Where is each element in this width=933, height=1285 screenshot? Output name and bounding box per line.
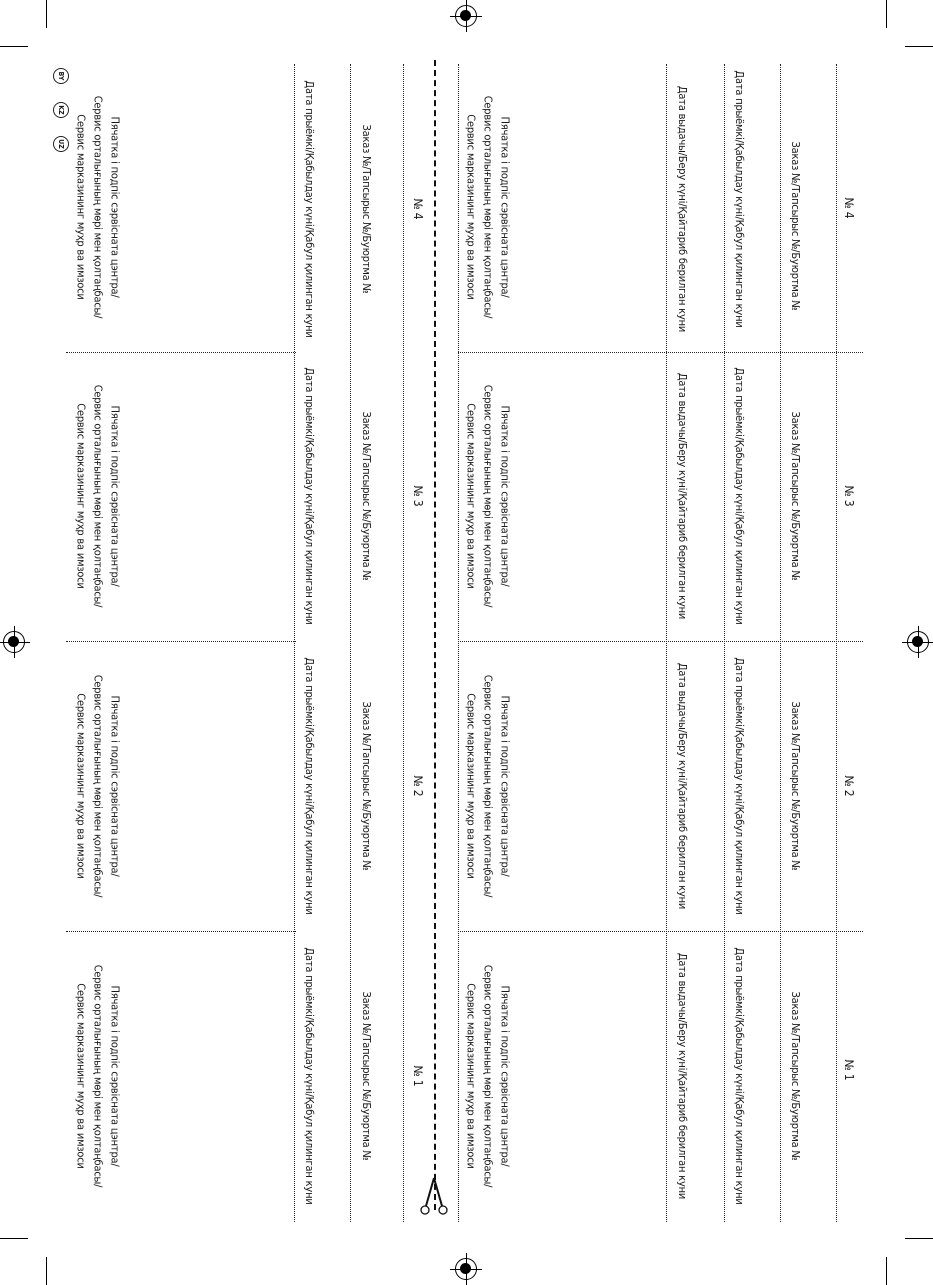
- field-line: [666, 64, 667, 1222]
- coupon-separator: [66, 931, 296, 932]
- field-line: [350, 64, 351, 1222]
- crop-mark: [46, 1257, 47, 1285]
- stamp-label: Пячатка і подпіс сэрвісната цэнтра/ Сервис орталығының мөрі мен қолтаңбасы/ Сервис марказининг муҳр ва имзоси: [464, 674, 512, 898]
- order-label: Заказ №/Тапсырыс №/Буюртма №: [789, 141, 802, 311]
- field-line: [294, 64, 295, 1222]
- coupon-separator: [458, 931, 863, 932]
- cut-line: [434, 60, 436, 1210]
- order-label: Заказ №/Тапсырыс №/Буюртма №: [360, 124, 373, 294]
- coupon-number: № 3: [842, 485, 856, 507]
- coupon-number: № 2: [842, 775, 856, 797]
- crop-mark: [0, 46, 28, 47]
- crop-mark: [905, 46, 933, 47]
- stamp-label: Пячатка і подпіс сэрвісната цэнтра/ Сервис орталығының мөрі мен қолтаңбасы/ Сервис марказининг муҳр ва имзоси: [464, 384, 512, 608]
- field-line: [780, 64, 781, 1222]
- field-line: [836, 64, 837, 1222]
- receipt-date-label: Дата прыёмкі/Қабылдау күні/Қабул қилинган куни: [733, 367, 746, 625]
- stamp-label: Пячатка і подпіс сэрвісната цэнтра/ Сервис орталығының мөрі мен қолтаңбасы/ Сервис марказининг муҳр ва имзоси: [74, 964, 122, 1188]
- stamp-label: Пячатка і подпіс сэрвісната цэнтра/ Сервис орталығының мөрі мен қолтаңбасы/ Сервис марказининг муҳр ва имзоси: [464, 964, 512, 1188]
- coupon-number: № 3: [411, 485, 425, 507]
- issue-date-label: Дата выдачы/Беру күні/Қайтариб берилган куни: [676, 85, 689, 333]
- field-line: [458, 64, 459, 1222]
- registration-mark-icon: [3, 631, 25, 653]
- crop-mark: [886, 1257, 887, 1285]
- order-label: Заказ №/Тапсырыс №/Буюртма №: [789, 411, 802, 581]
- order-label: Заказ №/Тапсырыс №/Буюртма №: [789, 701, 802, 871]
- receipt-date-label: Дата прыёмкі/Қабылдау күні/Қабул қилинган куни: [733, 657, 746, 915]
- crop-mark: [905, 1238, 933, 1239]
- receipt-date-label: Дата прыёмкі/Қабылдау күні/Қабул қилинган куни: [303, 947, 316, 1205]
- coupon-number: № 4: [842, 197, 856, 219]
- stamp-label: Пячатка і подпіс сэрвісната цэнтра/ Сервис орталығының мөрі мен қолтаңбасы/ Сервис марказининг муҳр ва имзоси: [74, 95, 122, 319]
- registration-mark-icon: [455, 5, 477, 27]
- coupon-number: № 4: [411, 198, 425, 220]
- receipt-date-label: Дата прыёмкі/Қабылдау күні/Қабул қилинган куни: [303, 657, 316, 915]
- receipt-date-label: Дата прыёмкі/Қабылдау күні/Қабул қилинган куни: [303, 367, 316, 625]
- language-badge: KZ: [53, 102, 69, 118]
- scissors-icon: [420, 1176, 448, 1218]
- receipt-date-label: Дата прыёмкі/Қабылдау күні/Қабул қилинган куни: [733, 70, 746, 328]
- coupon-separator: [66, 641, 296, 642]
- stamp-label: Пячатка і подпіс сэрвісната цэнтра/ Сервис орталығының мөрі мен қолтаңбасы/ Сервис марказининг муҳр ва имзоси: [464, 95, 512, 319]
- crop-mark: [886, 0, 887, 28]
- issue-date-label: Дата выдачы/Беру күні/Қайтариб берилган куни: [676, 372, 689, 620]
- order-label: Заказ №/Тапсырыс №/Буюртма №: [360, 411, 373, 581]
- registration-mark-icon: [907, 631, 929, 653]
- order-label: Заказ №/Тапсырыс №/Буюртма №: [789, 991, 802, 1161]
- stamp-label: Пячатка і подпіс сэрвісната цэнтра/ Сервис орталығының мөрі мен қолтаңбасы/ Сервис марказининг муҳр ва имзоси: [74, 384, 122, 608]
- field-line: [724, 64, 725, 1222]
- crop-mark: [0, 1238, 28, 1239]
- order-label: Заказ №/Тапсырыс №/Буюртма №: [360, 991, 373, 1161]
- field-line: [403, 64, 404, 1222]
- language-badge: BY: [53, 68, 69, 84]
- coupon-separator: [458, 352, 863, 353]
- issue-date-label: Дата выдачы/Беру күні/Қайтариб берилган куни: [676, 662, 689, 910]
- coupon-number: № 2: [411, 775, 425, 797]
- stamp-label: Пячатка і подпіс сэрвісната цэнтра/ Сервис орталығының мөрі мен қолтаңбасы/ Сервис марказининг муҳр ва имзоси: [74, 674, 122, 898]
- coupon-separator: [66, 352, 296, 353]
- registration-mark-icon: [455, 1258, 477, 1280]
- language-badge: UZ: [53, 136, 69, 152]
- coupon-separator: [458, 641, 863, 642]
- issue-date-label: Дата выдачы/Беру күні/Қайтариб берилган куни: [676, 952, 689, 1200]
- coupon-number: № 1: [411, 1065, 425, 1087]
- order-label: Заказ №/Тапсырыс №/Буюртма №: [360, 701, 373, 871]
- coupon-number: № 1: [842, 1059, 856, 1081]
- crop-mark: [46, 0, 47, 28]
- receipt-date-label: Дата прыёмкі/Қабылдау күні/Қабул қилинган куни: [303, 80, 316, 338]
- receipt-date-label: Дата прыёмкі/Қабылдау күні/Қабул қилинган куни: [733, 947, 746, 1205]
